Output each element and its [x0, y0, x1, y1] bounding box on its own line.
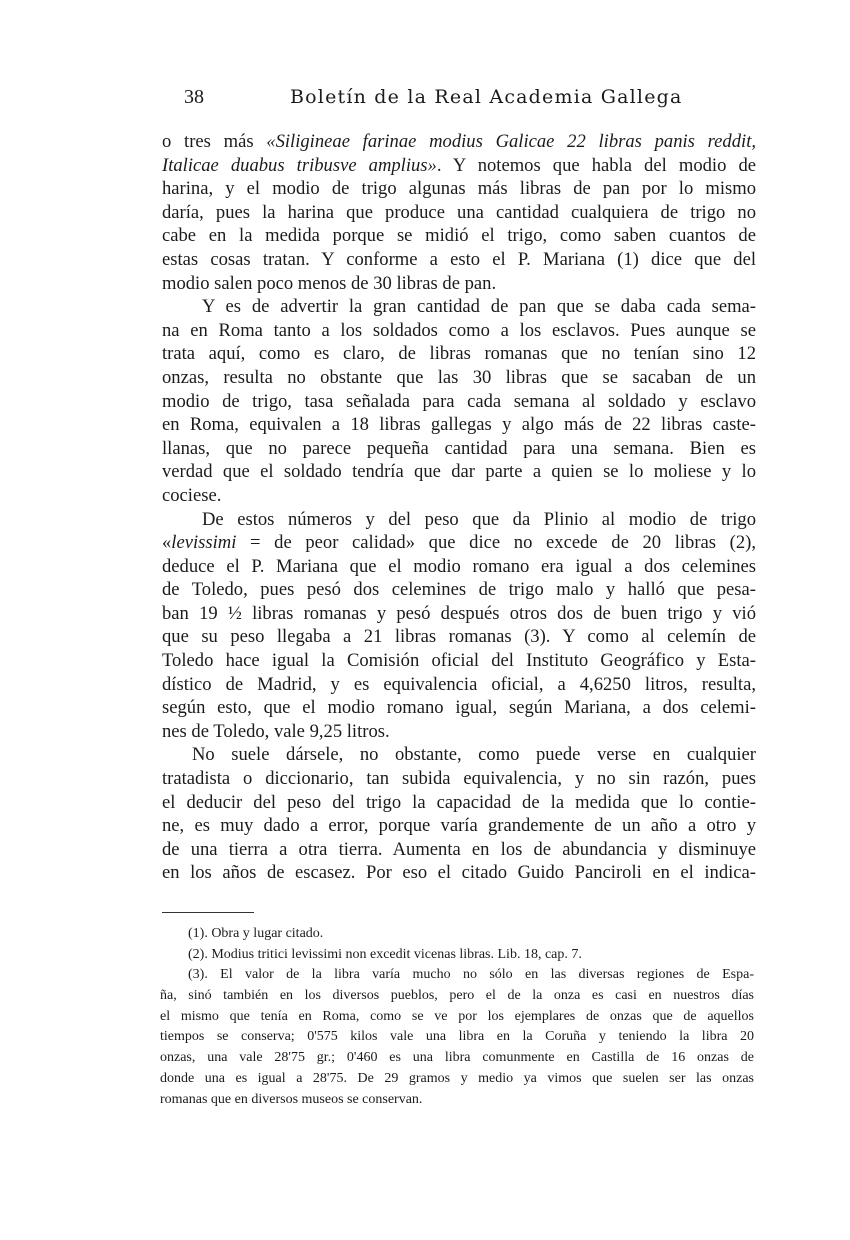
text-line: [162, 791, 756, 815]
footnote-line: romanas que en diversos museos se conservan.: [160, 1091, 423, 1107]
footnote-line: donde una es igual a 28'75. De 29 gramos y medio ya vimos que suelen ser las onzas: [160, 1070, 754, 1086]
text-line: [162, 484, 756, 508]
text-segment: Y es de advertir la gran cantidad de pan que se daba cada sema-: [202, 296, 756, 318]
footnote-line: ña, sinó también en los diversos pueblos, pero el de la onza es casi en nuestros días: [160, 988, 754, 1004]
text-line: [162, 696, 756, 720]
text-segment: que su peso llegaba a 21 libras romanas (3). Y como al celemín de: [162, 626, 756, 648]
footnote: [160, 965, 754, 1110]
footnote-line: (1). Obra y lugar citado.: [188, 926, 324, 941]
footnote-line: el mismo que tenía en Roma, como se ve por los ejemplares de onzas que de aquellos: [160, 1008, 754, 1024]
text-segment: tratadista o diccionario, tan subida equivalencia, y no sin razón, pues: [162, 768, 756, 790]
text-segment: deduce el P. Mariana que el modio romano era igual a dos celemines: [162, 555, 756, 577]
text-line: [162, 531, 756, 555]
text-segment: modio salen poco menos de 30 libras de pan.: [162, 272, 497, 294]
text-line: [162, 130, 756, 154]
body-text: [162, 130, 756, 885]
text-line: [162, 508, 756, 532]
text-segment: De estos números y del peso que da Plinio al modio de trigo: [202, 508, 756, 530]
text-segment: cociese.: [162, 484, 222, 506]
text-line: [162, 366, 756, 390]
footnote-line: tiempos se conserva; 0'575 kilos vale una libra en la Coruña y teniendo la libra 20: [160, 1029, 754, 1045]
text-line: [162, 413, 756, 437]
text-segment: o tres más: [162, 131, 267, 152]
text-line: [162, 460, 756, 484]
footnote: [160, 945, 754, 966]
text-line: [162, 743, 756, 767]
text-segment: modio de trigo, tasa señalada para cada semana al soldado y esclavo: [162, 390, 756, 412]
text-line: [162, 177, 756, 201]
text-segment: «: [162, 532, 172, 554]
text-line: [162, 649, 756, 673]
text-segment: harina, y el modio de trigo algunas más libras de pan por lo mismo: [162, 178, 756, 200]
text-line: [162, 578, 756, 602]
text-segment: No suele dársele, no obstante, como puede verse en cualquier: [192, 744, 756, 766]
text-segment: trata aquí, como es claro, de libras romanas que no tenían sino 12: [162, 343, 756, 365]
page-number: 38: [184, 86, 204, 108]
text-segment: llanas, que no parece pequeña cantidad para una semana. Bien es: [162, 437, 756, 459]
text-line: [162, 224, 756, 248]
text-segment: estas cosas tratan. Y conforme a esto el P. Mariana (1) dice que del: [162, 248, 756, 270]
text-line: [162, 838, 756, 862]
text-segment: daría, pues la harina que produce una cantidad cualquiera de trigo no: [162, 201, 756, 223]
text-segment: ne, es muy dado a error, porque varía grandemente de un año a otro y: [162, 815, 756, 837]
text-segment: el deducir del peso del trigo la capacidad de la medida que lo contie-: [162, 791, 756, 813]
paragraph: [162, 130, 756, 295]
journal-title: Boletín de la Real Academia Gallega: [290, 86, 683, 108]
text-line: [162, 390, 756, 414]
text-segment: . Y notemos que habla del modio de: [436, 154, 757, 176]
text-segment: ban 19 ½ libras romanas y pesó después otros dos de buen trigo y vió: [162, 602, 756, 624]
text-segment: nes de Toledo, vale 9,25 litros.: [162, 720, 390, 742]
footnote: [160, 924, 754, 945]
text-segment: = de peor calidad» que dice no excede de 20 libras (2),: [236, 532, 756, 554]
text-line: [162, 767, 756, 791]
paragraph: [162, 743, 756, 885]
footnote-line: onzas, una vale 28'75 gr.; 0'460 es una libra comunmente en Castilla de 16 onzas de: [160, 1050, 754, 1066]
text-segment: cabe en la medida porque se midió el trigo, como saben cuantos de: [162, 225, 756, 247]
text-line: [162, 342, 756, 366]
text-line: [162, 673, 756, 697]
footnote-line: (2). Modius tritici levissimi non excedit vicenas libras. Lib. 18, cap. 7.: [188, 946, 582, 962]
text-segment: na en Roma tanto a los soldados como a los esclavos. Pues aunque se: [162, 319, 756, 341]
text-line: [162, 319, 756, 343]
text-line: [162, 625, 756, 649]
paragraph: [162, 295, 756, 507]
text-line: [162, 602, 756, 626]
text-line: [162, 154, 756, 178]
text-segment: según esto, que el modio romano igual, según Mariana, a dos celemi-: [162, 697, 756, 719]
text-segment: dístico de Madrid, y es equivalencia oficial, a 4,6250 litros, resulta,: [162, 673, 756, 695]
text-segment: onzas, resulta no obstante que las 30 libras que se sacaban de un: [162, 366, 756, 388]
paragraph: [162, 508, 756, 744]
text-segment: en los años de escasez. Por eso el citado Guido Panciroli en el indica-: [162, 862, 756, 884]
text-segment: de Toledo, pues pesó dos celemines de trigo malo y halló que pesa-: [162, 579, 756, 601]
text-segment: verdad que el soldado tendría que dar parte a quien se lo moliese y lo: [162, 461, 756, 483]
text-segment: Toledo hace igual la Comisión oficial del Instituto Geográfico y Esta-: [162, 650, 756, 672]
footnote-divider: [162, 912, 254, 913]
footnotes: [160, 924, 754, 1110]
page-header: [0, 86, 850, 116]
footnote-line: (3). El valor de la libra varía mucho no sólo en las diversas regiones de Espa-: [188, 967, 754, 983]
text-line: [162, 437, 756, 461]
text-segment: de una tierra a otra tierra. Aumenta en los de abundancia y disminuye: [162, 838, 756, 860]
text-line: [162, 201, 756, 225]
text-line: [162, 555, 756, 579]
text-line: [162, 814, 756, 838]
text-segment: levissimi: [171, 532, 237, 554]
text-segment: en Roma, equivalen a 18 libras gallegas y algo más de 22 libras caste-: [162, 414, 756, 436]
text-line: [162, 295, 756, 319]
text-segment: «Siligineae farinae modius Galicae 22 libras panis reddit,: [266, 131, 757, 152]
text-line: [162, 720, 756, 744]
text-segment: Italicae duabus tribusve amplius»: [162, 154, 437, 176]
text-line: [162, 248, 756, 272]
text-line: [162, 272, 756, 296]
text-line: [162, 861, 756, 885]
